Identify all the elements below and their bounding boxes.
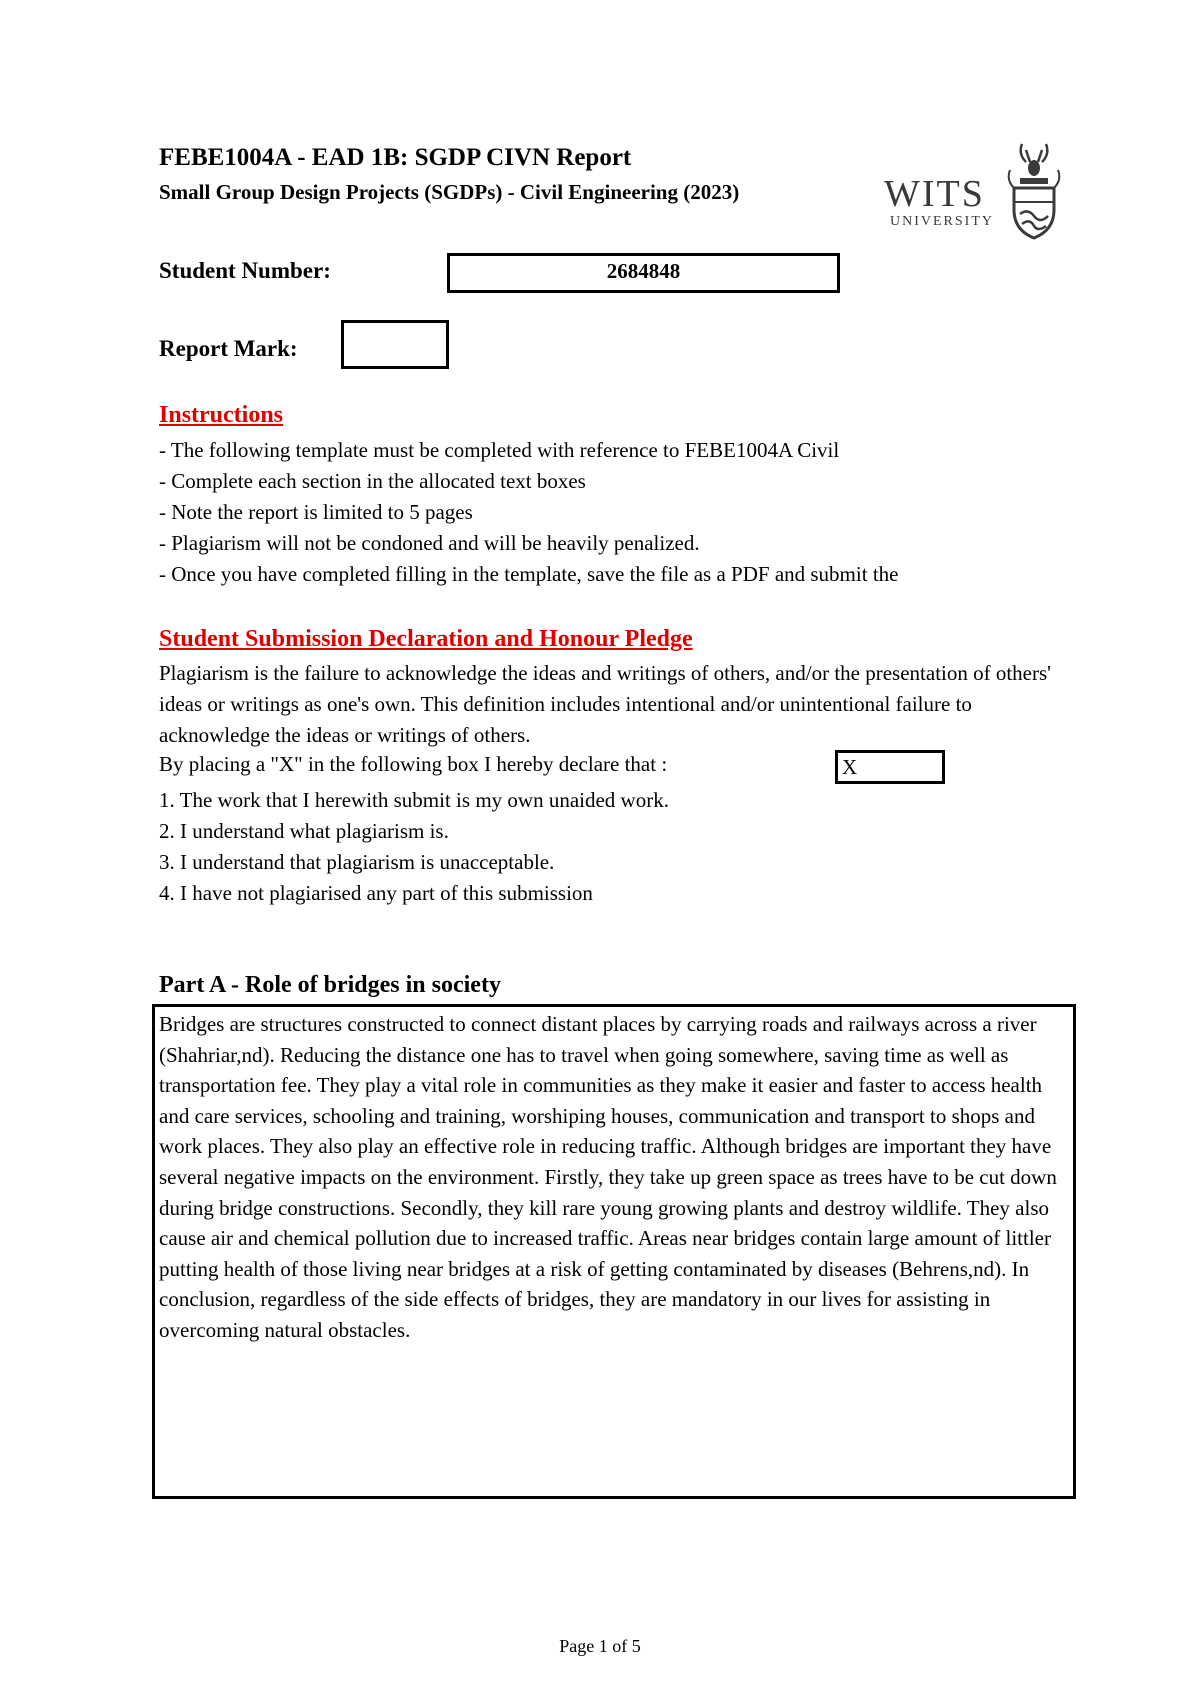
page-number: Page 1 of 5 bbox=[559, 1636, 641, 1656]
part-a-heading: Part A - Role of bridges in society bbox=[159, 972, 501, 998]
list-item: 4. I have not plagiarised any part of this submission bbox=[159, 881, 593, 905]
list-item: - Plagiarism will not be condoned and will be heavily penalized. bbox=[159, 531, 700, 555]
pledge-checkbox-field[interactable]: X bbox=[835, 750, 945, 784]
wits-logo bbox=[884, 140, 1064, 240]
university-crest-icon bbox=[1006, 140, 1062, 240]
list-item: - Note the report is limited to 5 pages bbox=[159, 500, 473, 524]
list-item: - Once you have completed filling in the template, save the file as a PDF and submit the bbox=[159, 562, 899, 586]
student-number-label: Student Number: bbox=[159, 258, 331, 283]
list-item: 3. I understand that plagiarism is unacceptable. bbox=[159, 850, 555, 874]
list-item: - The following template must be completed with reference to FEBE1004A Civil bbox=[159, 438, 840, 462]
plagiarism-definition: Plagiarism is the failure to acknowledge the ideas and writings of others, and/or the presentation of others' ideas or writings as one's own. This definition includes intentional and/or unintentional failure to acknowledge the ideas or writings of others. bbox=[159, 661, 1051, 747]
declaration-box-line: By placing a "X" in the following box I hereby declare that : bbox=[159, 752, 668, 776]
student-number-field[interactable]: 2684848 bbox=[447, 253, 840, 293]
report-mark-label: Report Mark: bbox=[159, 336, 298, 361]
pledge-items bbox=[159, 785, 669, 909]
part-a-text-box[interactable] bbox=[152, 1004, 1076, 1499]
logo-wordmark: WITS bbox=[884, 173, 985, 215]
logo-subtext: UNIVERSITY bbox=[890, 214, 994, 229]
part-a-text: Bridges are structures constructed to connect distant places by carrying roads and railways across a river (Shahriar,nd). Reducing the distance one has to travel when going somewhere, saving time as well as transportation fee. They play a vital role in communities as they make it easier and faster to access health and care services, schooling and training, worshiping houses, communication and transport to shops and work places. They also play an effective role in reducing traffic. Although bridges are important they have several negative impacts on the environment. Firstly, they take up green space as trees have to be cut down during bridge constructions. Secondly, they kill rare young growing plants and destroy wildlife. They also cause air and chemical pollution due to increased traffic. Areas near bridges contain large amount of littler putting health of those living near bridges at a risk of getting contaminated by diseases (Behrens,nd). In conclusion, regardless of the side effects of bridges, they are mandatory in our lives for assisting in overcoming natural obstacles. bbox=[159, 1012, 1057, 1342]
list-item: - Complete each section in the allocated text boxes bbox=[159, 469, 586, 493]
declaration-heading: Student Submission Declaration and Honour Pledge bbox=[159, 626, 693, 652]
document-title: FEBE1004A - EAD 1B: SGDP CIVN Report bbox=[159, 144, 632, 171]
instructions-heading: Instructions bbox=[159, 402, 284, 428]
list-item: 1. The work that I herewith submit is my own unaided work. bbox=[159, 788, 669, 812]
list-item: 2. I understand what plagiarism is. bbox=[159, 819, 449, 843]
document-subtitle: Small Group Design Projects (SGDPs) - Civil Engineering (2023) bbox=[159, 180, 740, 204]
report-mark-field[interactable] bbox=[341, 320, 449, 369]
instructions-list bbox=[159, 435, 898, 590]
